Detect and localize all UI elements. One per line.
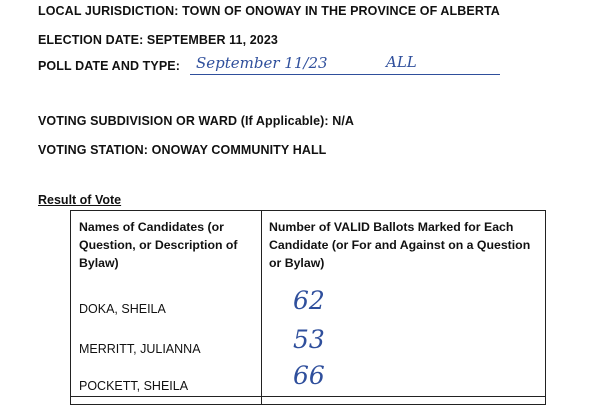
voting-station-line: VOTING STATION: ONOWAY COMMUNITY HALL (38, 143, 327, 157)
candidate-name: DOKA, SHEILA (79, 302, 166, 316)
result-table (70, 210, 546, 405)
candidate-votes: 53 (293, 325, 325, 354)
candidate-votes: 66 (293, 361, 325, 390)
valid-ballots-header: Number of VALID Ballots Marked for Each Candidate (or For and Against on a Question or Bylaw) (269, 220, 531, 270)
poll-type-handwritten: ALL (386, 53, 417, 71)
poll-date-type-field (190, 54, 500, 75)
candidate-name: MERRITT, JULIANNA (79, 342, 201, 356)
poll-date-handwritten: September 11/23 (196, 54, 328, 72)
table-column-divider (261, 211, 262, 404)
candidate-votes: 62 (293, 286, 325, 315)
election-date-line: ELECTION DATE: SEPTEMBER 11, 2023 (38, 33, 278, 47)
table-row-rule (71, 396, 545, 397)
result-of-vote-heading: Result of Vote (38, 193, 122, 207)
voting-subdivision-line: VOTING SUBDIVISION OR WARD (If Applicable): N/A (38, 114, 355, 128)
candidate-name: POCKETT, SHEILA (79, 379, 189, 393)
poll-date-type-label: POLL DATE AND TYPE: (38, 59, 180, 73)
local-jurisdiction-line: LOCAL JURISDICTION: TOWN OF ONOWAY IN THE PROVINCE OF ALBERTA (38, 4, 500, 18)
candidate-names-header: Names of Candidates (or Question, or Description of Bylaw) (79, 220, 238, 270)
